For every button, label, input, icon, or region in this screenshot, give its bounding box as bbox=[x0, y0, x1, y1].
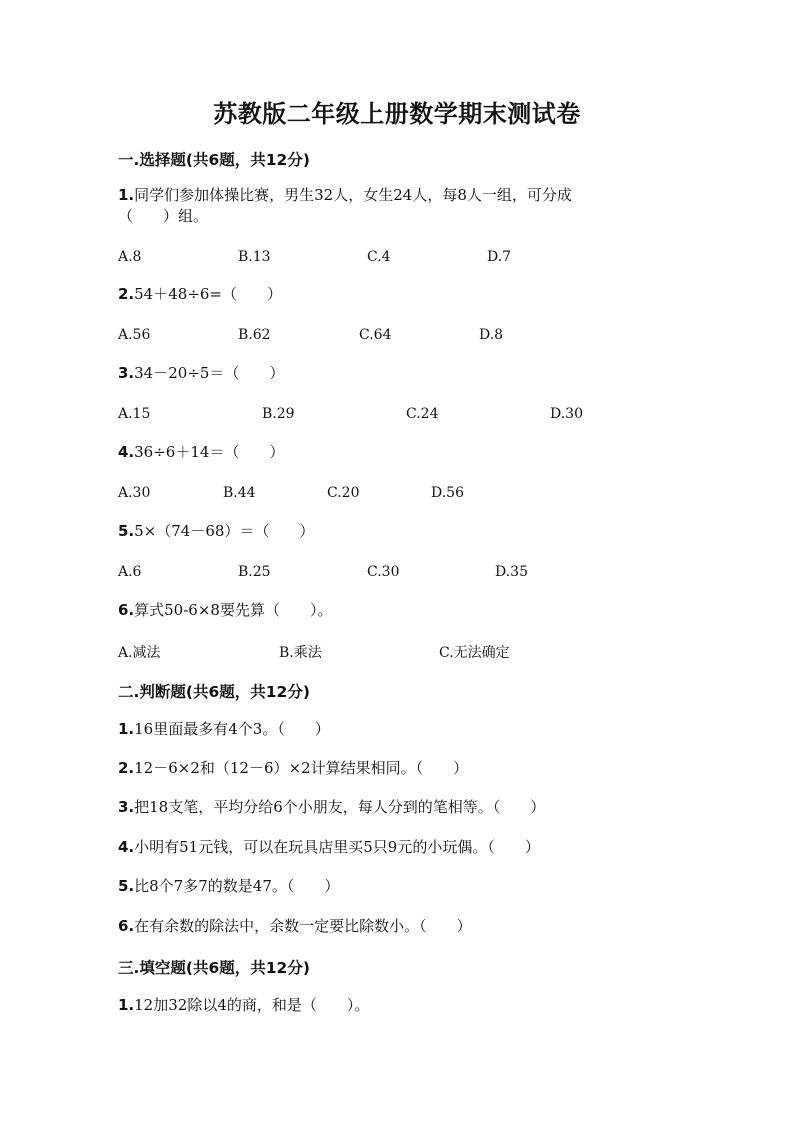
section-heading-judge: 二.判断题(共6题，共12分) bbox=[118, 683, 310, 701]
question-text-continued: （ ）组。 bbox=[118, 207, 209, 225]
question-judge-2 bbox=[118, 758, 468, 779]
question-choice-6 bbox=[118, 600, 332, 621]
option-c: C.无法确定 bbox=[439, 645, 510, 661]
question-text: 16里面最多有4个3。（ ） bbox=[134, 720, 330, 738]
option-d: D.56 bbox=[431, 485, 464, 501]
option-b: B.29 bbox=[262, 406, 295, 422]
question-text: 12－6×2和（12－6）×2计算结果相同。（ ） bbox=[134, 759, 469, 777]
question-judge-3 bbox=[118, 797, 545, 818]
option-a: A.15 bbox=[118, 406, 151, 422]
question-number: 5. bbox=[118, 877, 135, 895]
option-c: C.24 bbox=[406, 406, 439, 422]
page-title: 苏教版二年级上册数学期末测试卷 bbox=[213, 99, 581, 128]
question-number: 1. bbox=[118, 720, 135, 738]
question-text: 小明有51元钱，可以在玩具店里买5只9元的小玩偶。（ ） bbox=[134, 838, 540, 856]
question-choice-4 bbox=[118, 442, 284, 463]
question-judge-4 bbox=[118, 837, 540, 858]
option-a: A.减法 bbox=[118, 645, 161, 661]
question-number: 6. bbox=[118, 601, 135, 619]
question-number: 6. bbox=[118, 917, 135, 935]
question-number: 2. bbox=[118, 759, 135, 777]
question-number: 4. bbox=[118, 838, 135, 856]
question-number: 3. bbox=[118, 798, 135, 816]
option-b: B.62 bbox=[238, 327, 271, 343]
option-c: C.20 bbox=[327, 485, 360, 501]
option-b: B.44 bbox=[223, 485, 256, 501]
question-text: 算式50-6×8要先算（ ）。 bbox=[134, 601, 333, 619]
question-text: 54＋48÷6=（ ） bbox=[134, 285, 282, 303]
question-number: 4. bbox=[118, 443, 135, 461]
question-number: 3. bbox=[118, 364, 135, 382]
option-a: A.6 bbox=[118, 564, 142, 580]
option-a: A.30 bbox=[118, 485, 151, 501]
question-choice-1 bbox=[118, 185, 572, 227]
option-d: D.8 bbox=[479, 327, 504, 343]
option-b: B.25 bbox=[238, 564, 271, 580]
option-d: D.35 bbox=[495, 564, 528, 580]
option-d: D.7 bbox=[487, 249, 512, 265]
question-text: 36÷6＋14＝（ ） bbox=[134, 443, 285, 461]
question-choice-3 bbox=[118, 363, 284, 384]
question-number: 2. bbox=[118, 285, 135, 303]
question-choice-2 bbox=[118, 284, 282, 305]
question-text: 把18支笔，平均分给6个小朋友，每人分到的笔相等。（ ） bbox=[134, 798, 546, 816]
question-number: 1. bbox=[118, 186, 135, 204]
option-a: A.8 bbox=[118, 249, 142, 265]
option-b: B.13 bbox=[238, 249, 271, 265]
question-text: 同学们参加体操比赛，男生32人，女生24人，每8人一组，可分成 bbox=[134, 186, 572, 204]
section-heading-fill: 三.填空题(共6题，共12分) bbox=[118, 959, 310, 977]
question-text: 比8个7多7的数是47。（ ） bbox=[134, 877, 340, 895]
option-c: C.4 bbox=[367, 249, 391, 265]
question-number: 5. bbox=[118, 522, 135, 540]
section-heading-choice: 一.选择题(共6题，共12分) bbox=[118, 151, 310, 169]
question-judge-6 bbox=[118, 916, 472, 937]
question-text: 5×（74－68）＝（ ） bbox=[134, 522, 315, 540]
question-choice-5 bbox=[118, 521, 314, 542]
question-number: 1. bbox=[118, 996, 135, 1014]
question-text: 12加32除以4的商，和是（ ）。 bbox=[134, 996, 370, 1014]
option-c: C.64 bbox=[359, 327, 392, 343]
question-judge-5 bbox=[118, 876, 339, 897]
question-fill-1 bbox=[118, 995, 369, 1016]
option-a: A.56 bbox=[118, 327, 151, 343]
option-c: C.30 bbox=[367, 564, 400, 580]
option-d: D.30 bbox=[550, 406, 583, 422]
question-text: 在有余数的除法中，余数一定要比除数小。（ ） bbox=[134, 917, 472, 935]
question-judge-1 bbox=[118, 719, 330, 740]
question-text: 34－20÷5＝（ ） bbox=[134, 364, 285, 382]
option-b: B.乘法 bbox=[279, 645, 322, 661]
